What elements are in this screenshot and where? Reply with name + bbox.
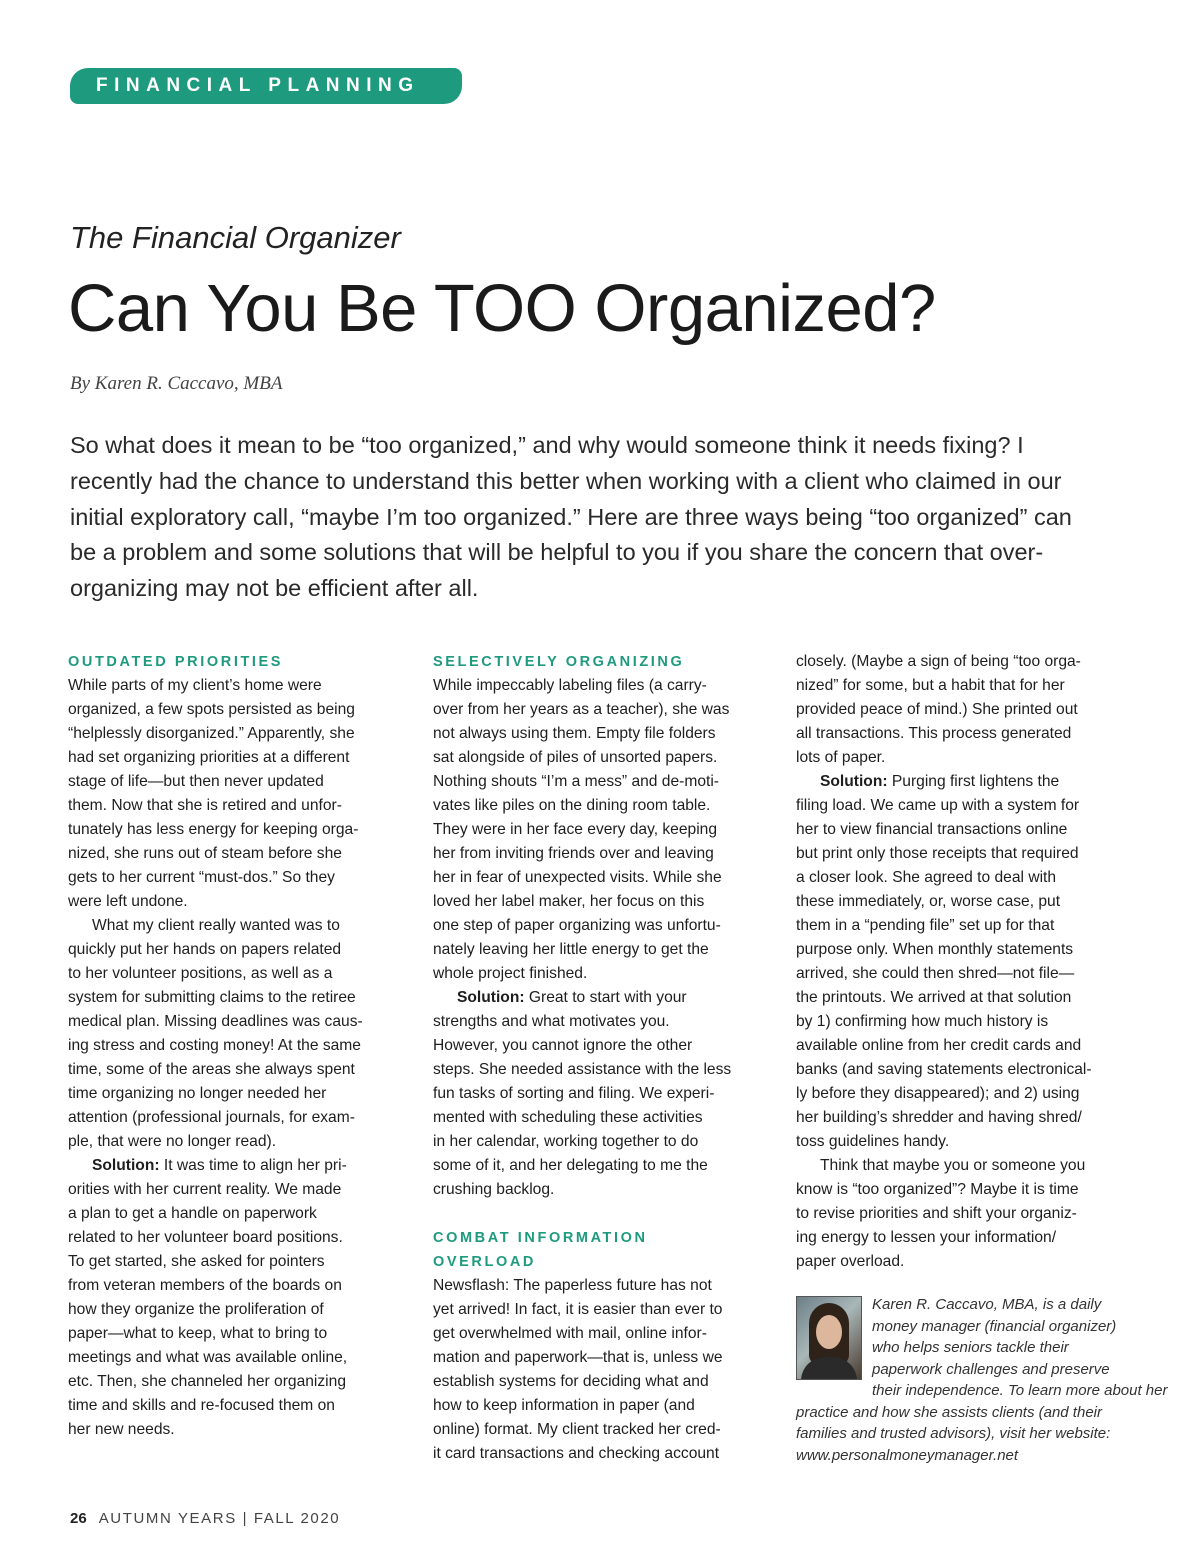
subhead-combat-information-overload bbox=[433, 1226, 773, 1274]
text-line: who helps seniors tackle their bbox=[872, 1339, 1069, 1356]
text-line: arrived, she could then shred—not file— bbox=[796, 965, 1075, 982]
text-line: it card transactions and checking account bbox=[433, 1445, 720, 1462]
text-line: her to view financial transactions online bbox=[796, 821, 1068, 838]
text-line: a plan to get a handle on paperwork bbox=[68, 1205, 317, 1222]
text-line: nized” for some, but a habit that for her bbox=[796, 677, 1065, 694]
subhead-line: COMBAT INFORMATION bbox=[433, 1230, 648, 1246]
article-kicker: The Financial Organizer bbox=[70, 220, 401, 255]
text-line: in her calendar, working together to do bbox=[433, 1133, 699, 1150]
text-line: orities with her current reality. We made bbox=[68, 1181, 342, 1198]
text-line: meetings and what was available online, bbox=[68, 1349, 348, 1366]
text-line: toss guidelines handy. bbox=[796, 1133, 950, 1150]
text-line: from veteran members of the boards on bbox=[68, 1277, 342, 1294]
paragraph bbox=[68, 1154, 408, 1442]
text-line: filing load. We came up with a system for bbox=[796, 797, 1080, 814]
text-line: organized, a few spots persisted as being bbox=[68, 701, 355, 718]
text-line: by 1) confirming how much history is bbox=[796, 1013, 1049, 1030]
text-line: to revise priorities and shift your organiz- bbox=[796, 1205, 1077, 1222]
column-2 bbox=[433, 650, 773, 1466]
text-line: these immediately, or, worse case, put bbox=[796, 893, 1061, 910]
text-line: banks (and saving statements electronical- bbox=[796, 1061, 1092, 1078]
text-line: Karen R. Caccavo, MBA, is a daily bbox=[872, 1296, 1102, 1313]
text-line: time and skills and re-focused them on bbox=[68, 1397, 335, 1414]
text-line: closely. (Maybe a sign of being “too orga- bbox=[796, 653, 1081, 670]
text-line: available online from her credit cards and bbox=[796, 1037, 1082, 1054]
text-line: to her volunteer positions, as well as a bbox=[68, 965, 333, 982]
text-line: whole project finished. bbox=[433, 965, 588, 982]
paragraph bbox=[68, 674, 408, 914]
subhead-outdated-priorities: OUTDATED PRIORITIES bbox=[68, 654, 284, 670]
page-footer bbox=[70, 1510, 340, 1527]
text-line: crushing backlog. bbox=[433, 1181, 555, 1198]
paragraph bbox=[68, 914, 408, 1154]
text-line: not always using them. Empty file folders bbox=[433, 725, 716, 742]
text-line: Solution: It was time to align her pri- bbox=[92, 1157, 347, 1174]
text-line: Think that maybe you or someone you bbox=[820, 1157, 1086, 1174]
text-line: money manager (financial organizer) bbox=[872, 1317, 1117, 1335]
article-headline: Can You Be TOO Organized? bbox=[68, 271, 936, 346]
text-line: sat alongside of piles of unsorted papers. bbox=[433, 749, 718, 766]
text-line: how to keep information in paper (and bbox=[433, 1397, 695, 1414]
paragraph bbox=[796, 650, 1136, 770]
text-line: What my client really wanted was to bbox=[92, 917, 340, 934]
subhead-line: OVERLOAD bbox=[433, 1254, 536, 1270]
text-line: establish systems for deciding what and bbox=[433, 1373, 709, 1390]
paragraph bbox=[433, 986, 773, 1202]
text-line: all transactions. This process generated bbox=[796, 725, 1072, 742]
text-line: purpose only. When monthly statements bbox=[796, 941, 1074, 958]
text-line: Solution: Purging first lightens the bbox=[820, 773, 1060, 790]
text-line: practice and how she assists clients (and their bbox=[796, 1403, 1102, 1421]
text-line: ing energy to lessen your information/ bbox=[796, 1229, 1057, 1246]
text-line: her building’s shredder and having shred/ bbox=[796, 1109, 1082, 1126]
author-photo bbox=[796, 1296, 862, 1380]
text-line: paper—what to keep, what to bring to bbox=[68, 1325, 328, 1342]
subhead-selectively-organizing: SELECTIVELY ORGANIZING bbox=[433, 654, 685, 670]
text-line: mation and paperwork—that is, unless we bbox=[433, 1349, 723, 1366]
solution-label: Solution: bbox=[92, 1157, 160, 1174]
text-line: While parts of my client’s home were bbox=[68, 677, 322, 694]
text-line: medical plan. Missing deadlines was caus- bbox=[68, 1013, 363, 1030]
text-line: paperwork challenges and preserve bbox=[872, 1360, 1110, 1378]
author-bio bbox=[796, 1294, 1168, 1466]
page-number: 26 bbox=[70, 1510, 87, 1527]
text-line: a closer look. She agreed to deal with bbox=[796, 869, 1057, 886]
text-line: Newsflash: The paperless future has not bbox=[433, 1277, 712, 1294]
text-line: get overwhelmed with mail, online infor- bbox=[433, 1325, 707, 1342]
text-line: strengths and what motivates you. bbox=[433, 1013, 670, 1030]
paragraph bbox=[433, 674, 773, 986]
solution-label: Solution: bbox=[457, 989, 525, 1006]
text-line: one step of paper organizing was unfortu- bbox=[433, 917, 721, 934]
text-line: lots of paper. bbox=[796, 749, 886, 766]
text-line: mented with scheduling these activities bbox=[433, 1109, 703, 1126]
text-line: ple, that were no longer read). bbox=[68, 1133, 277, 1150]
publication-info: AUTUMN YEARS | FALL 2020 bbox=[98, 1510, 341, 1527]
text-line: their independence. To learn more about her bbox=[872, 1382, 1168, 1399]
solution-label: Solution: bbox=[820, 773, 888, 790]
text-line: them in a “pending file” set up for that bbox=[796, 917, 1055, 934]
text-line: had set organizing priorities at a different bbox=[68, 749, 350, 766]
text-line: www.personalmoneymanager.net bbox=[796, 1446, 1019, 1464]
text-line: her in fear of unexpected visits. While she bbox=[433, 869, 722, 886]
article-intro: So what does it mean to be “too organized,” and why would someone think it needs fixing? I recently had the chance to understand this better when working with a client who claimed in our initial exploratory call, “maybe I’m too organized.” Here are three ways being “too organized” can be a problem and some solutions that will be helpful to you if you share the concern that over-organizing may not be efficient after all. bbox=[70, 432, 1072, 602]
text-line: time organizing no longer needed her bbox=[68, 1085, 327, 1102]
text-line: them. Now that she is retired and unfor- bbox=[68, 797, 342, 814]
text-line: how they organize the proliferation of bbox=[68, 1301, 324, 1318]
text-line: paper overload. bbox=[796, 1253, 905, 1270]
section-tag: FINANCIAL PLANNING bbox=[70, 68, 462, 104]
text-line: fun tasks of sorting and filing. We experi- bbox=[433, 1085, 715, 1102]
text-line: were left undone. bbox=[68, 893, 188, 910]
text-line: Solution: Great to start with your bbox=[457, 989, 687, 1006]
text-line: nized, she runs out of steam before she bbox=[68, 845, 342, 862]
text-line: the printouts. We arrived at that solution bbox=[796, 989, 1072, 1006]
text-line: vates like piles on the dining room table. bbox=[433, 797, 711, 814]
text-line: ing stress and costing money! At the same bbox=[68, 1037, 361, 1054]
text-line: online) format. My client tracked her cred- bbox=[433, 1421, 721, 1438]
text-line: gets to her current “must-dos.” So they bbox=[68, 869, 335, 886]
text-line: ly before they disappeared); and 2) using bbox=[796, 1085, 1080, 1102]
text-line: Nothing shouts “I’m a mess” and de-moti- bbox=[433, 773, 719, 790]
text-line: but print only those receipts that required bbox=[796, 845, 1079, 862]
column-1 bbox=[68, 650, 408, 1442]
text-line: nately leaving her little energy to get the bbox=[433, 941, 709, 958]
text-line: related to her volunteer board positions. bbox=[68, 1229, 343, 1246]
text-line: tunately has less energy for keeping orga- bbox=[68, 821, 359, 838]
text-line: over from her years as a teacher), she was bbox=[433, 701, 730, 718]
text-line: steps. She needed assistance with the less bbox=[433, 1061, 732, 1078]
text-line: loved her label maker, her focus on this bbox=[433, 893, 705, 910]
text-line: They were in her face every day, keeping bbox=[433, 821, 718, 838]
paragraph bbox=[796, 770, 1136, 1154]
text-line: system for submitting claims to the retiree bbox=[68, 989, 356, 1006]
text-line: yet arrived! In fact, it is easier than ever to bbox=[433, 1301, 723, 1318]
text-line: To get started, she asked for pointers bbox=[68, 1253, 325, 1270]
text-line: her new needs. bbox=[68, 1421, 175, 1438]
text-line: However, you cannot ignore the other bbox=[433, 1037, 693, 1054]
text-line: some of it, and her delegating to me the bbox=[433, 1157, 708, 1174]
text-line: time, some of the areas she always spent bbox=[68, 1061, 355, 1078]
paragraph bbox=[433, 1274, 773, 1466]
text-line: attention (professional journals, for exam- bbox=[68, 1109, 355, 1126]
column-3 bbox=[796, 650, 1136, 1274]
spacer bbox=[433, 1202, 773, 1226]
paragraph bbox=[796, 1154, 1136, 1274]
article-byline: By Karen R. Caccavo, MBA bbox=[70, 373, 283, 394]
text-line: quickly put her hands on papers related bbox=[68, 941, 342, 958]
text-line: provided peace of mind.) She printed out bbox=[796, 701, 1078, 718]
text-line: etc. Then, she channeled her organizing bbox=[68, 1373, 346, 1390]
text-line: families and trusted advisors), visit her website: bbox=[796, 1425, 1111, 1442]
text-line: her from inviting friends over and leaving bbox=[433, 845, 714, 862]
text-line: stage of life—but then never updated bbox=[68, 773, 324, 790]
text-line: While impeccably labeling files (a carry- bbox=[433, 677, 707, 694]
text-line: “helplessly disorganized.” Apparently, she bbox=[68, 725, 355, 742]
text-line: know is “too organized”? Maybe it is time bbox=[796, 1181, 1079, 1198]
